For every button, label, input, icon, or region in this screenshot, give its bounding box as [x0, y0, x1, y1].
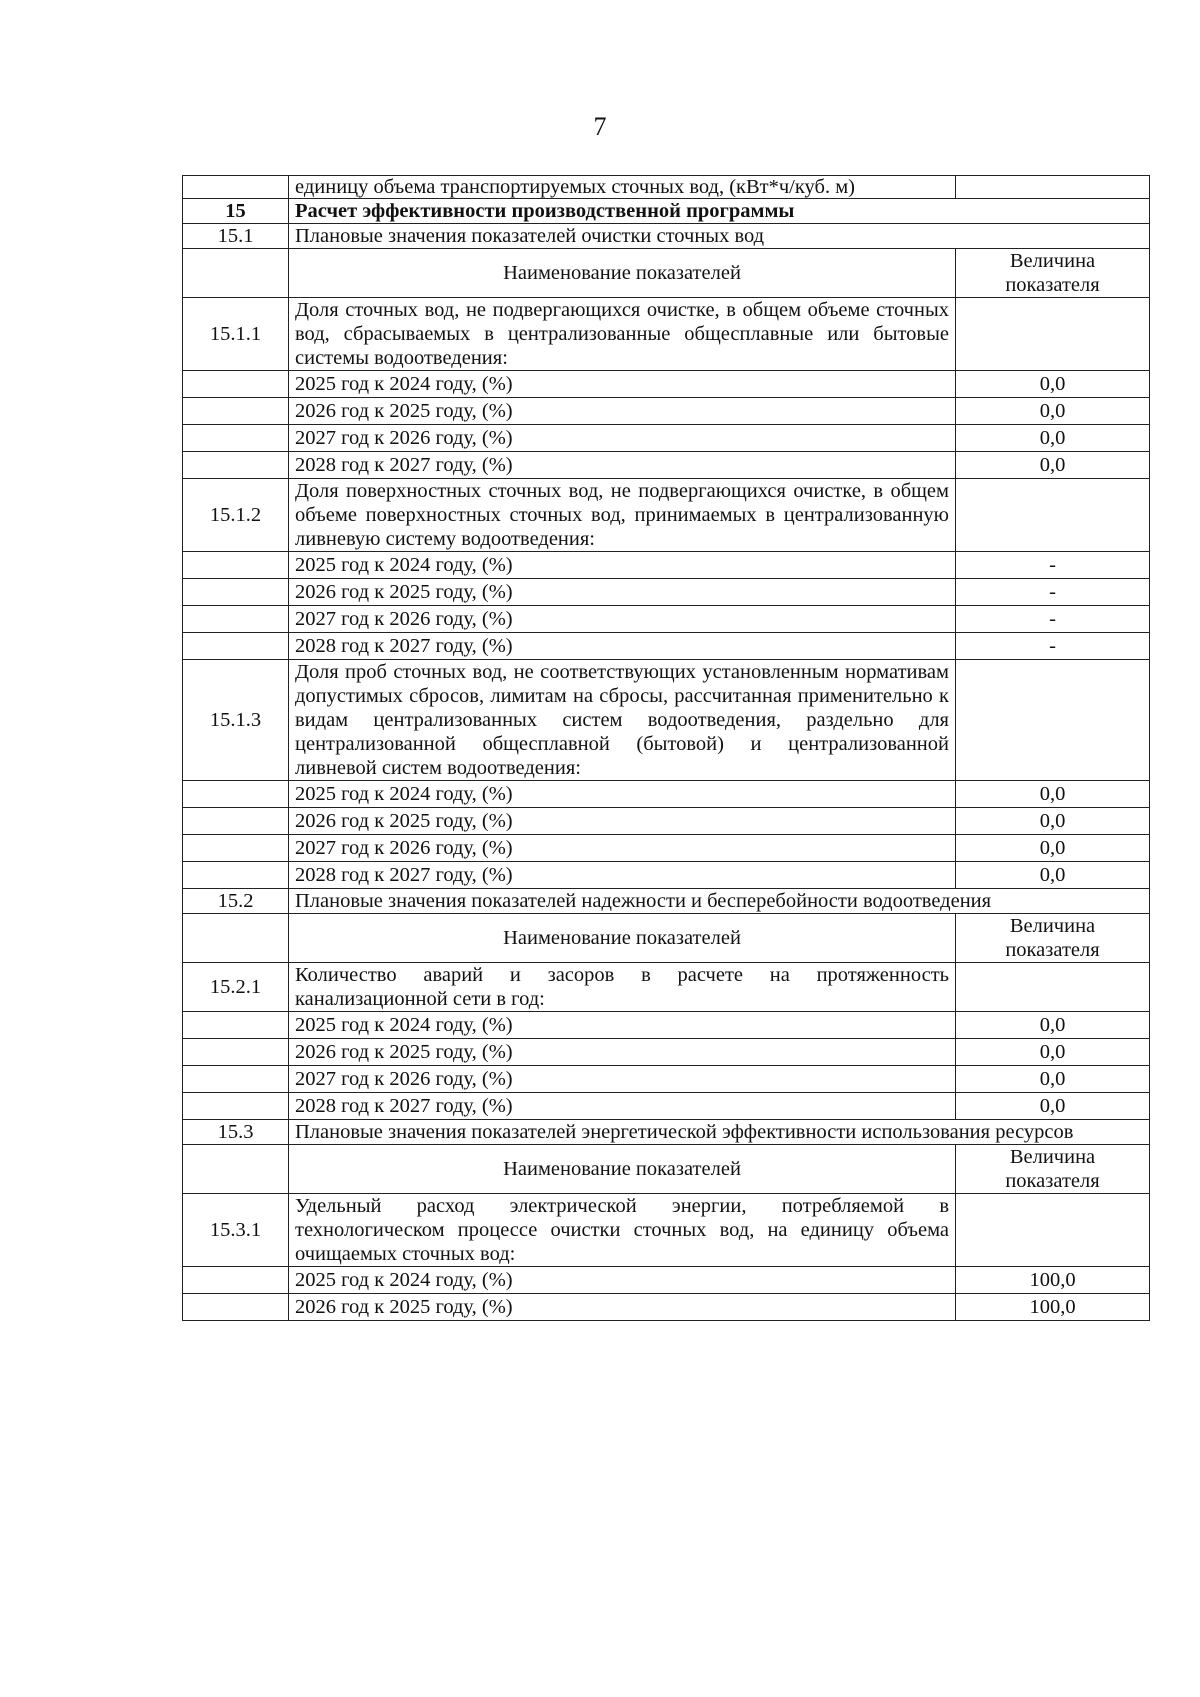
table-row [183, 835, 1150, 862]
indicator-value: - [956, 633, 1150, 660]
empty-cell [183, 633, 289, 660]
empty-cell [183, 579, 289, 606]
period-label: 2026 год к 2025 году, (%) [289, 808, 956, 835]
table-row [183, 398, 1150, 425]
indicator-value: 0,0 [956, 425, 1150, 452]
indicator-value: 0,0 [956, 862, 1150, 889]
column-header-value: Величина показателя [956, 914, 1150, 963]
empty-cell [956, 176, 1150, 199]
period-label: 2028 год к 2027 году, (%) [289, 633, 956, 660]
indicator-value: 0,0 [956, 371, 1150, 398]
indicator-title-row [183, 963, 1150, 1012]
empty-cell [183, 552, 289, 579]
table-row [183, 1066, 1150, 1093]
empty-cell [956, 1194, 1150, 1267]
empty-cell [183, 371, 289, 398]
table-row [183, 452, 1150, 479]
indicator-title-row [183, 479, 1150, 552]
period-label: 2026 год к 2025 году, (%) [289, 398, 956, 425]
header-row [183, 1145, 1150, 1194]
empty-cell [183, 914, 289, 963]
empty-cell [183, 1267, 289, 1294]
indicator-value: 0,0 [956, 1066, 1150, 1093]
period-label: 2026 год к 2025 году, (%) [289, 579, 956, 606]
empty-cell [183, 606, 289, 633]
table-row [183, 176, 1150, 199]
table-row [183, 781, 1150, 808]
table-row [183, 862, 1150, 889]
empty-cell [183, 249, 289, 298]
period-label: 2028 год к 2027 году, (%) [289, 452, 956, 479]
empty-cell [183, 1012, 289, 1039]
empty-cell [183, 425, 289, 452]
period-label: 2025 год к 2024 году, (%) [289, 781, 956, 808]
indicator-value: 100,0 [956, 1294, 1150, 1321]
empty-cell [183, 1294, 289, 1321]
indicator-number: 15.1.3 [183, 660, 289, 781]
indicator-title-row [183, 1194, 1150, 1267]
empty-cell [183, 398, 289, 425]
indicator-value: 100,0 [956, 1267, 1150, 1294]
indicator-number: 15.3.1 [183, 1194, 289, 1267]
table-row [183, 1012, 1150, 1039]
section-title-row [183, 199, 1150, 224]
empty-cell [956, 479, 1150, 552]
period-label: 2027 год к 2026 году, (%) [289, 425, 956, 452]
empty-cell [956, 963, 1150, 1012]
column-header-value: Величина показателя [956, 1145, 1150, 1194]
table-row [183, 606, 1150, 633]
indicator-value: - [956, 579, 1150, 606]
indicator-value: 0,0 [956, 1012, 1150, 1039]
period-label: 2025 год к 2024 году, (%) [289, 371, 956, 398]
subsection-title: Плановые значения показателей очистки сточных вод [289, 224, 1150, 249]
table-row [183, 1093, 1150, 1120]
indicator-value: 0,0 [956, 398, 1150, 425]
subsection-title-row [183, 224, 1150, 249]
period-label: 2026 год к 2025 году, (%) [289, 1294, 956, 1321]
header-row [183, 914, 1150, 963]
indicator-value: 0,0 [956, 808, 1150, 835]
subsection-title: Плановые значения показателей энергетической эффективности использования ресурсов [289, 1120, 1150, 1145]
empty-cell [183, 808, 289, 835]
empty-cell [183, 1039, 289, 1066]
empty-cell [183, 176, 289, 199]
table-row [183, 633, 1150, 660]
indicator-value: - [956, 606, 1150, 633]
period-label: 2025 год к 2024 году, (%) [289, 552, 956, 579]
column-header-name: Наименование показателей [289, 914, 956, 963]
table-row [183, 552, 1150, 579]
subsection-number: 15.2 [183, 889, 289, 914]
subsection-number: 15.3 [183, 1120, 289, 1145]
table-row [183, 808, 1150, 835]
indicator-title-row [183, 660, 1150, 781]
table-row [183, 1267, 1150, 1294]
subsection-title-row [183, 889, 1150, 914]
top-row-text: единицу объема транспортируемых сточных вод, (кВт*ч/куб. м) [289, 176, 956, 199]
indicator-description: Доля сточных вод, не подвергающихся очистке, в общем объеме сточных вод, сбрасываемых в централизованные общесплавные или бытовые системы водоотведения: [289, 298, 956, 371]
empty-cell [956, 298, 1150, 371]
empty-cell [183, 1145, 289, 1194]
indicator-value: 0,0 [956, 1039, 1150, 1066]
table-row [183, 1039, 1150, 1066]
period-label: 2027 год к 2026 году, (%) [289, 835, 956, 862]
period-label: 2028 год к 2027 году, (%) [289, 1093, 956, 1120]
indicator-description: Удельный расход электрической энергии, потребляемой в технологическом процессе очистки сточных вод, на единицу объема очищаемых сточных вод: [289, 1194, 956, 1267]
indicator-description: Доля поверхностных сточных вод, не подвергающихся очистке, в общем объеме поверхностных сточных вод, принимаемых в централизованную ливневую систему водоотведения: [289, 479, 956, 552]
header-row [183, 249, 1150, 298]
period-label: 2025 год к 2024 году, (%) [289, 1267, 956, 1294]
indicator-description: Доля проб сточных вод, не соответствующих установленным нормативам допустимых сбросов, лимитам на сбросы, рассчитанная применительно к видам централизованных систем водоотведения, раздельно для централизованной общесплавной (бытовой) и централизованной ливневой систем водоотведения: [289, 660, 956, 781]
period-label: 2026 год к 2025 году, (%) [289, 1039, 956, 1066]
indicator-number: 15.1.1 [183, 298, 289, 371]
indicator-value: 0,0 [956, 452, 1150, 479]
table-row [183, 371, 1150, 398]
indicator-value: 0,0 [956, 781, 1150, 808]
empty-cell [183, 862, 289, 889]
column-header-value: Величина показателя [956, 249, 1150, 298]
indicator-value: 0,0 [956, 1093, 1150, 1120]
indicator-description: Количество аварий и засоров в расчете на протяженность канализационной сети в год: [289, 963, 956, 1012]
table-row [183, 1294, 1150, 1321]
indicators-table [182, 175, 1150, 1321]
period-label: 2027 год к 2026 году, (%) [289, 1066, 956, 1093]
indicator-value: 0,0 [956, 835, 1150, 862]
indicator-title-row [183, 298, 1150, 371]
column-header-name: Наименование показателей [289, 249, 956, 298]
empty-cell [183, 1093, 289, 1120]
period-label: 2028 год к 2027 году, (%) [289, 862, 956, 889]
section-title: Расчет эффективности производственной программы [289, 199, 1150, 224]
empty-cell [183, 835, 289, 862]
indicator-value: - [956, 552, 1150, 579]
section-number: 15 [183, 199, 289, 224]
column-header-name: Наименование показателей [289, 1145, 956, 1194]
indicator-number: 15.2.1 [183, 963, 289, 1012]
indicator-number: 15.1.2 [183, 479, 289, 552]
subsection-title: Плановые значения показателей надежности и бесперебойности водоотведения [289, 889, 1150, 914]
empty-cell [956, 660, 1150, 781]
empty-cell [183, 781, 289, 808]
empty-cell [183, 1066, 289, 1093]
table-row [183, 425, 1150, 452]
period-label: 2025 год к 2024 году, (%) [289, 1012, 956, 1039]
period-label: 2027 год к 2026 году, (%) [289, 606, 956, 633]
table-row [183, 579, 1150, 606]
subsection-title-row [183, 1120, 1150, 1145]
page-number: 7 [593, 112, 607, 141]
subsection-number: 15.1 [183, 224, 289, 249]
empty-cell [183, 452, 289, 479]
